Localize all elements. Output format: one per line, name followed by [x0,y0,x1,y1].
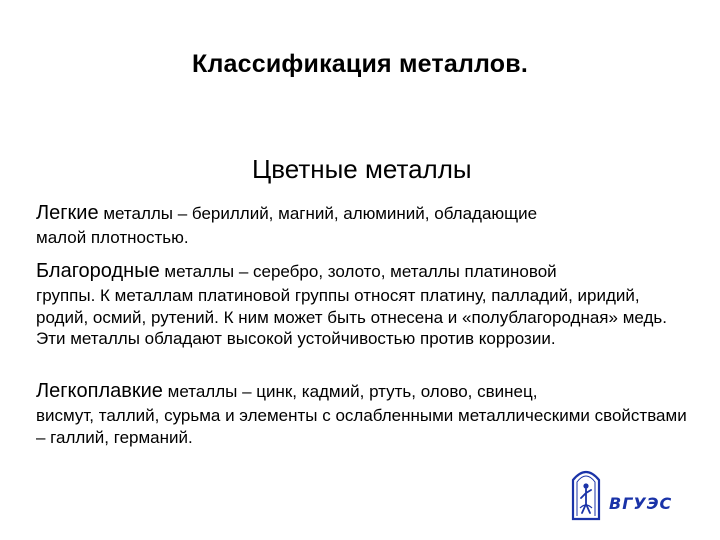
paragraph-first-line [36,202,696,225]
paragraph-first-line [36,260,696,283]
slide-title: Классификация металлов. [192,50,528,78]
paragraph-first-line-text: металлы – бериллий, магний, алюминий, обладающие [98,204,538,223]
paragraph-light-metals [36,202,696,249]
university-logo [570,464,680,522]
slide-subtitle: Цветные металлы [252,154,472,184]
paragraph-body-text: группы. К металлам платиновой группы относят платину, палладий, иридий, родий, осмий, рутений. К ним может быть отнесена и «полублагородная» медь. Эти металлы обладают высокой устойчивостью против коррозии. [36,286,667,348]
paragraph-first-line-text: металлы – цинк, кадмий, ртуть, олово, свинец, [162,382,538,401]
logo-text: ВГУЭС [609,494,673,513]
paragraph-fusible-metals [36,380,696,448]
paragraph-lead-term: Благородные [36,260,160,282]
paragraph-noble-metals [36,260,696,350]
paragraph-first-line-text: металлы – серебро, золото, металлы платиновой [159,262,557,281]
paragraph-first-line [36,380,696,403]
paragraph-lead-term: Легкие [36,202,99,224]
paragraph-body-text: малой плотностью. [36,228,189,247]
paragraph-lead-term: Легкоплавкие [36,380,163,402]
vgues-emblem-icon [570,464,602,522]
paragraph-body-text: висмут, таллий, сурьма и элементы с ослабленными металлическими свойствами – галлий, германий. [36,406,687,447]
